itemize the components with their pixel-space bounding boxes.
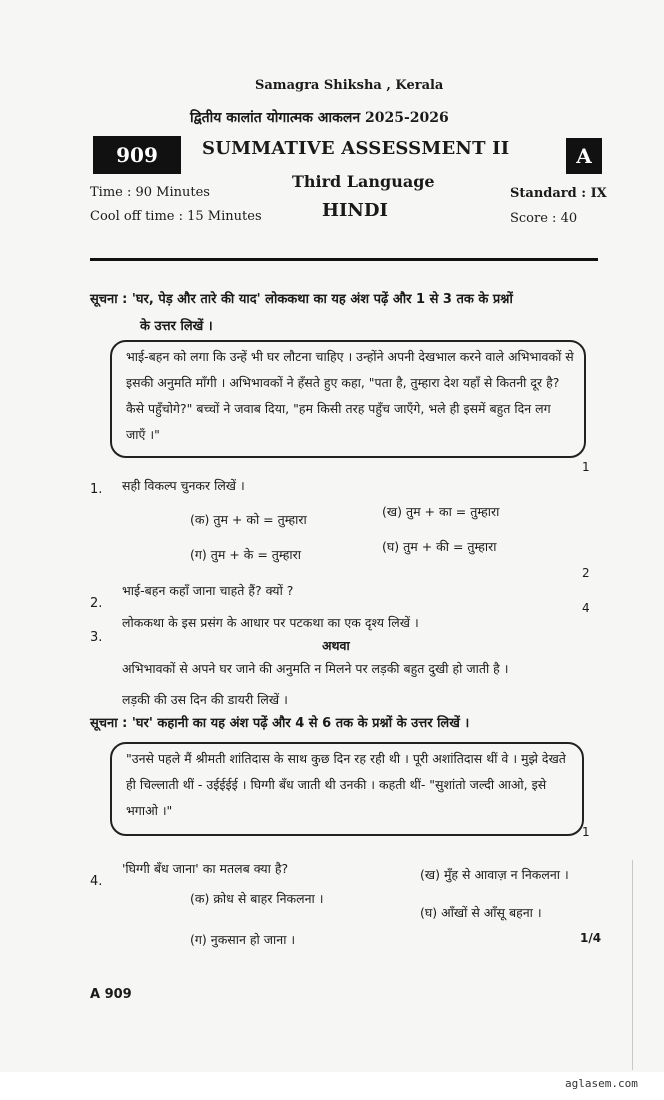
organization-name: Samagra Shiksha , Kerala [255,78,444,93]
passage-text: "उनसे पहले मैं श्रीमती शांतिदास के साथ कुछ दिन रह रही थी । पूरी अशांतिदास थीं वे । मुझे देखते ही चिल्लाती थीं - उईईईई । घिग्गी बँध जाती थी उनकी । कहती थीं- "सुशांतो जल्दी आओ, इसे भगाओ ।" [126,751,566,818]
question-text: 'घिग्गी बँध जाना' का मतलब क्या है? [122,861,289,876]
score: Score : 40 [510,211,578,226]
language-level: Third Language [292,172,435,191]
question-marks: 4 [582,601,590,615]
question-marks: 2 [582,566,590,580]
exam-title: SUMMATIVE ASSESSMENT II [202,138,510,159]
set-label-badge: A [566,138,602,174]
question-marks: 1 [582,825,590,839]
option-gha: (घ) तुम + की = तुम्हारा [382,539,497,554]
question-number: 1. [90,482,103,497]
option-ga: (ग) तुम + के = तुम्हारा [190,547,301,562]
paper-code-badge: 909 [93,136,181,174]
watermark: aglasem.com [565,1077,638,1090]
header-divider [90,258,598,261]
alternate-question-line: लड़की की उस दिन की डायरी लिखें । [122,692,288,707]
standard: Standard : IX [510,186,607,201]
question-text: लोककथा के इस प्रसंग के आधार पर पटकथा का एक दृश्य लिखें । [122,615,419,630]
footer-set-code: A 909 [90,987,132,1002]
alternate-question-line: अभिभावकों से अपने घर जाने की अनुमति न मिलने पर लड़की बहुत दुखी हो जाती है । [122,661,509,676]
question-marks: 1 [582,460,590,474]
section1-instruction-cont: के उत्तर लिखें । [140,319,213,334]
exam-time: Time : 90 Minutes [90,185,210,200]
option-kha: (ख) मुँह से आवाज़ न निकलना । [420,867,569,882]
or-label: अथवा [322,638,350,653]
exam-title-hindi: द्वितीय कालांत योगात्मक आकलन 2025-2026 [190,110,449,126]
question-number: 3. [90,630,103,645]
cool-off-time: Cool off time : 15 Minutes [90,209,262,224]
option-kha: (ख) तुम + का = तुम्हारा [382,504,500,519]
question-number: 4. [90,874,103,889]
question-text: भाई-बहन कहाँ जाना चाहते हैं? क्यों ? [122,583,294,598]
paper-crease [632,860,633,1070]
page-number: 1/4 [580,931,602,945]
section2-instruction: सूचना : 'घर' कहानी का यह अंश पढ़ें और 4 से 6 तक के प्रश्नों के उत्तर लिखें । [90,716,470,731]
passage-box-2 [110,742,584,836]
option-ga: (ग) नुकसान हो जाना । [190,932,296,947]
question-number: 2. [90,596,103,611]
passage-text: भाई-बहन को लगा कि उन्हें भी घर लौटना चाहिए । उन्होंने अपनी देखभाल करने वाले अभिभावकों से इसकी अनुमति माँगी । अभिभावकों ने हँसते हुए कहा, "पता है, तुम्हारा देश यहाँ से कितनी दूर है? कैसे पहुँचोगे?" बच्चों ने जवाब दिया, "हम किसी तरह पहुँच जाएँगे, भले ही इसमें बहुत दिन लग जाएँ ।" [126,349,574,442]
option-ka: (क) तुम + को = तुम्हारा [190,512,307,527]
passage-box-1 [110,340,586,458]
question-text: सही विकल्प चुनकर लिखें । [122,478,245,493]
option-gha: (घ) आँखों से आँसू बहना । [420,905,542,920]
option-ka: (क) क्रोध से बाहर निकलना । [190,891,324,906]
subject-title: HINDI [322,200,388,221]
section1-instruction: सूचना : 'घर, पेड़ और तारे की याद' लोककथा का यह अंश पढ़ें और 1 से 3 तक के प्रश्नों [90,292,513,307]
